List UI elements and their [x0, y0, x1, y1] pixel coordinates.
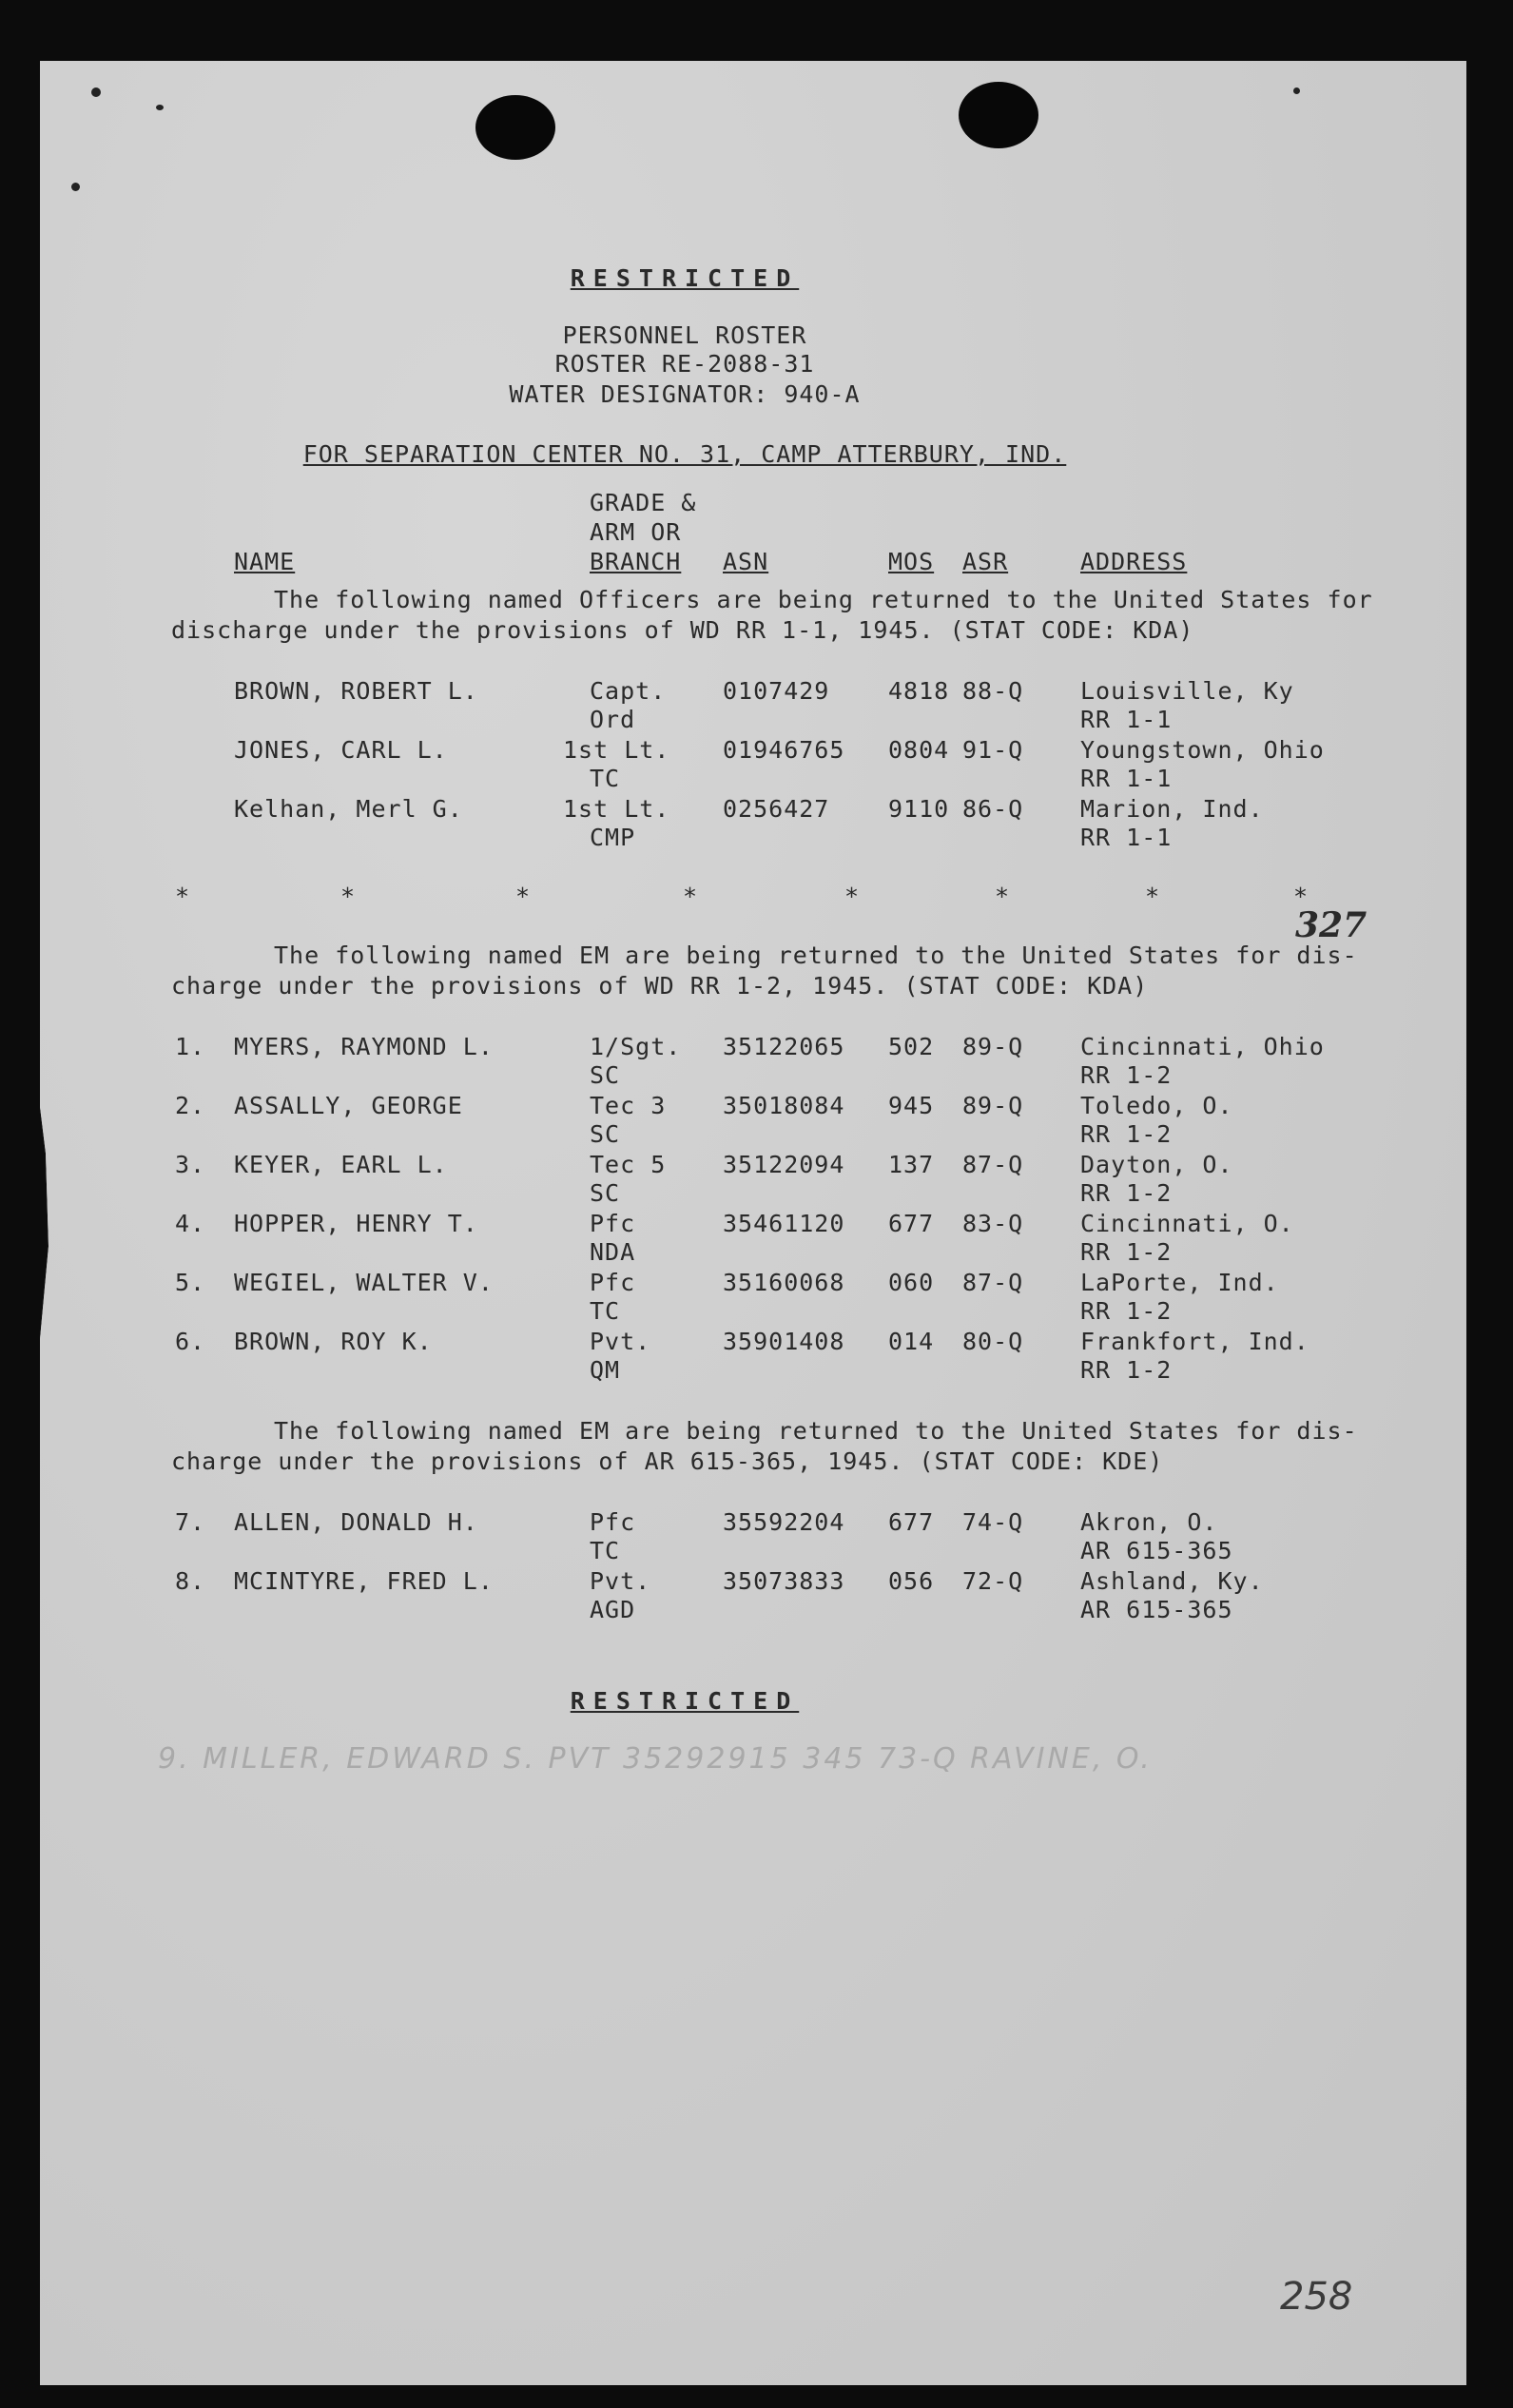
row-authority: AR 615-365 [1080, 1596, 1233, 1623]
row-name: WEGIEL, WALTER V. [234, 1269, 494, 1296]
handwritten-entry: 9. MILLER, EDWARD S. PVT 35292915 345 73-Q RAVINE, O. [158, 1742, 1153, 1776]
row-address: Youngstown, Ohio [1080, 736, 1325, 764]
row-grade: Pfc [590, 1269, 636, 1296]
col-grade-line2: ARM OR [590, 518, 682, 546]
row-asr: 88-Q [962, 677, 1024, 705]
em-rr-intro-line1: The following named EM are being returned to the United States for dis- [274, 942, 1358, 969]
row-asn: 35018084 [723, 1092, 845, 1119]
row-asr: 87-Q [962, 1269, 1024, 1296]
row-number: 1. [175, 1033, 206, 1060]
row-asr: 87-Q [962, 1151, 1024, 1178]
row-branch: SC [590, 1061, 621, 1089]
row-grade: Tec 5 [590, 1151, 667, 1178]
row-authority: RR 1-2 [1080, 1179, 1173, 1207]
col-mos-header: MOS [888, 548, 935, 575]
row-grade: Pvt. [590, 1328, 651, 1355]
roster-title: PERSONNEL ROSTER [562, 321, 807, 349]
row-mos: 945 [888, 1092, 935, 1119]
row-asr: 89-Q [962, 1033, 1024, 1060]
row-mos: 9110 [888, 795, 950, 823]
punch-hole-left [475, 95, 555, 160]
row-asn: 35592204 [723, 1508, 845, 1536]
row-asr: 86-Q [962, 795, 1024, 823]
row-mos: 137 [888, 1151, 935, 1178]
row-name: MYERS, RAYMOND L. [234, 1033, 494, 1060]
row-number: 8. [175, 1567, 206, 1595]
water-designator: WATER DESIGNATOR: 940-A [509, 380, 861, 408]
page-stamp-number: 327 [1295, 905, 1368, 945]
row-mos: 502 [888, 1033, 935, 1060]
pencil-page-note: 258 [1280, 2275, 1353, 2319]
row-grade: 1/Sgt. [590, 1033, 682, 1060]
separator-star: * [175, 883, 191, 910]
officers-intro-line2: discharge under the provisions of WD RR 1-1, 1945. (STAT CODE: KDA) [171, 616, 1194, 644]
roster-number: ROSTER RE-2088-31 [554, 350, 815, 378]
row-asn: 35122094 [723, 1151, 845, 1178]
row-number: 7. [175, 1508, 206, 1536]
row-branch: AGD [590, 1596, 636, 1623]
row-asr: 80-Q [962, 1328, 1024, 1355]
row-number: 5. [175, 1269, 206, 1296]
row-number: 2. [175, 1092, 206, 1119]
row-name: JONES, CARL L. [234, 736, 448, 764]
em-ar-intro-line1: The following named EM are being returned to the United States for dis- [274, 1417, 1358, 1445]
row-address: Marion, Ind. [1080, 795, 1264, 823]
row-number: 3. [175, 1151, 206, 1178]
row-mos: 677 [888, 1508, 935, 1536]
row-name: Kelhan, Merl G. [234, 795, 463, 823]
row-asn: 35160068 [723, 1269, 845, 1296]
row-branch: TC [590, 765, 621, 792]
row-address: Cincinnati, Ohio [1080, 1033, 1325, 1060]
row-address: Akron, O. [1080, 1508, 1218, 1536]
row-mos: 677 [888, 1210, 935, 1237]
speck [156, 105, 164, 110]
row-name: ASSALLY, GEORGE [234, 1092, 463, 1119]
row-asr: 74-Q [962, 1508, 1024, 1536]
row-mos: 014 [888, 1328, 935, 1355]
separator-star: * [1293, 883, 1309, 910]
row-address: Frankfort, Ind. [1080, 1328, 1309, 1355]
row-asr: 72-Q [962, 1567, 1024, 1595]
restricted-header: RESTRICTED [570, 264, 800, 292]
officers-intro-line1: The following named Officers are being returned to the United States for [274, 586, 1373, 613]
row-asn: 0256427 [723, 795, 830, 823]
row-branch: CMP [590, 824, 636, 851]
em-rr-intro-line2: charge under the provisions of WD RR 1-2, 1945. (STAT CODE: KDA) [171, 972, 1149, 1000]
col-asn-header: ASN [723, 548, 769, 575]
row-branch: Ord [590, 706, 636, 733]
row-asn: 35122065 [723, 1033, 845, 1060]
row-grade: Pfc [590, 1210, 636, 1237]
col-address-header: ADDRESS [1080, 548, 1188, 575]
row-branch: TC [590, 1537, 621, 1564]
row-name: HOPPER, HENRY T. [234, 1210, 478, 1237]
separator-star: * [515, 883, 532, 910]
row-name: ALLEN, DONALD H. [234, 1508, 478, 1536]
separator-star: * [844, 883, 861, 910]
row-mos: 0804 [888, 736, 950, 764]
row-grade: Tec 3 [590, 1092, 667, 1119]
row-number: 6. [175, 1328, 206, 1355]
row-authority: RR 1-2 [1080, 1238, 1173, 1266]
row-asn: 35073833 [723, 1567, 845, 1595]
row-asr: 89-Q [962, 1092, 1024, 1119]
row-grade: 1st Lt. [563, 736, 670, 764]
row-address: LaPorte, Ind. [1080, 1269, 1279, 1296]
row-branch: SC [590, 1120, 621, 1148]
row-branch: QM [590, 1356, 621, 1384]
row-address: Ashland, Ky. [1080, 1567, 1264, 1595]
row-authority: RR 1-1 [1080, 706, 1173, 733]
row-authority: RR 1-1 [1080, 824, 1173, 851]
row-authority: RR 1-1 [1080, 765, 1173, 792]
restricted-footer: RESTRICTED [570, 1687, 800, 1715]
speck [91, 87, 101, 97]
row-asn: 01946765 [723, 736, 845, 764]
row-asn: 35901408 [723, 1328, 845, 1355]
row-address: Dayton, O. [1080, 1151, 1233, 1178]
row-address: Cincinnati, O. [1080, 1210, 1294, 1237]
row-name: KEYER, EARL L. [234, 1151, 448, 1178]
col-branch-header: BRANCH [590, 548, 682, 575]
row-grade: Pfc [590, 1508, 636, 1536]
row-branch: NDA [590, 1238, 636, 1266]
row-address: Louisville, Ky [1080, 677, 1294, 705]
row-name: MCINTYRE, FRED L. [234, 1567, 494, 1595]
col-name-header: NAME [234, 548, 296, 575]
row-branch: TC [590, 1297, 621, 1325]
row-authority: RR 1-2 [1080, 1120, 1173, 1148]
punch-hole-right [959, 82, 1038, 148]
em-ar-intro-line2: charge under the provisions of AR 615-365, 1945. (STAT CODE: KDE) [171, 1447, 1164, 1475]
col-asr-header: ASR [962, 548, 1009, 575]
row-branch: SC [590, 1179, 621, 1207]
speck [71, 183, 80, 191]
col-grade-line1: GRADE & [590, 489, 697, 516]
separation-center-line: FOR SEPARATION CENTER NO. 31, CAMP ATTERBURY, IND. [302, 440, 1067, 468]
row-asr: 91-Q [962, 736, 1024, 764]
row-address: Toledo, O. [1080, 1092, 1233, 1119]
row-authority: RR 1-2 [1080, 1061, 1173, 1089]
row-grade: Pvt. [590, 1567, 651, 1595]
row-name: BROWN, ROY K. [234, 1328, 433, 1355]
row-authority: RR 1-2 [1080, 1297, 1173, 1325]
row-asn: 0107429 [723, 677, 830, 705]
row-authority: RR 1-2 [1080, 1356, 1173, 1384]
row-number: 4. [175, 1210, 206, 1237]
separator-star: * [340, 883, 357, 910]
row-asn: 35461120 [723, 1210, 845, 1237]
separator-star: * [995, 883, 1011, 910]
row-mos: 056 [888, 1567, 935, 1595]
row-grade: Capt. [590, 677, 667, 705]
separator-star: * [683, 883, 699, 910]
row-asr: 83-Q [962, 1210, 1024, 1237]
row-authority: AR 615-365 [1080, 1537, 1233, 1564]
separator-star: * [1145, 883, 1161, 910]
speck [1293, 87, 1300, 94]
row-mos: 060 [888, 1269, 935, 1296]
row-mos: 4818 [888, 677, 950, 705]
row-name: BROWN, ROBERT L. [234, 677, 478, 705]
row-grade: 1st Lt. [563, 795, 670, 823]
